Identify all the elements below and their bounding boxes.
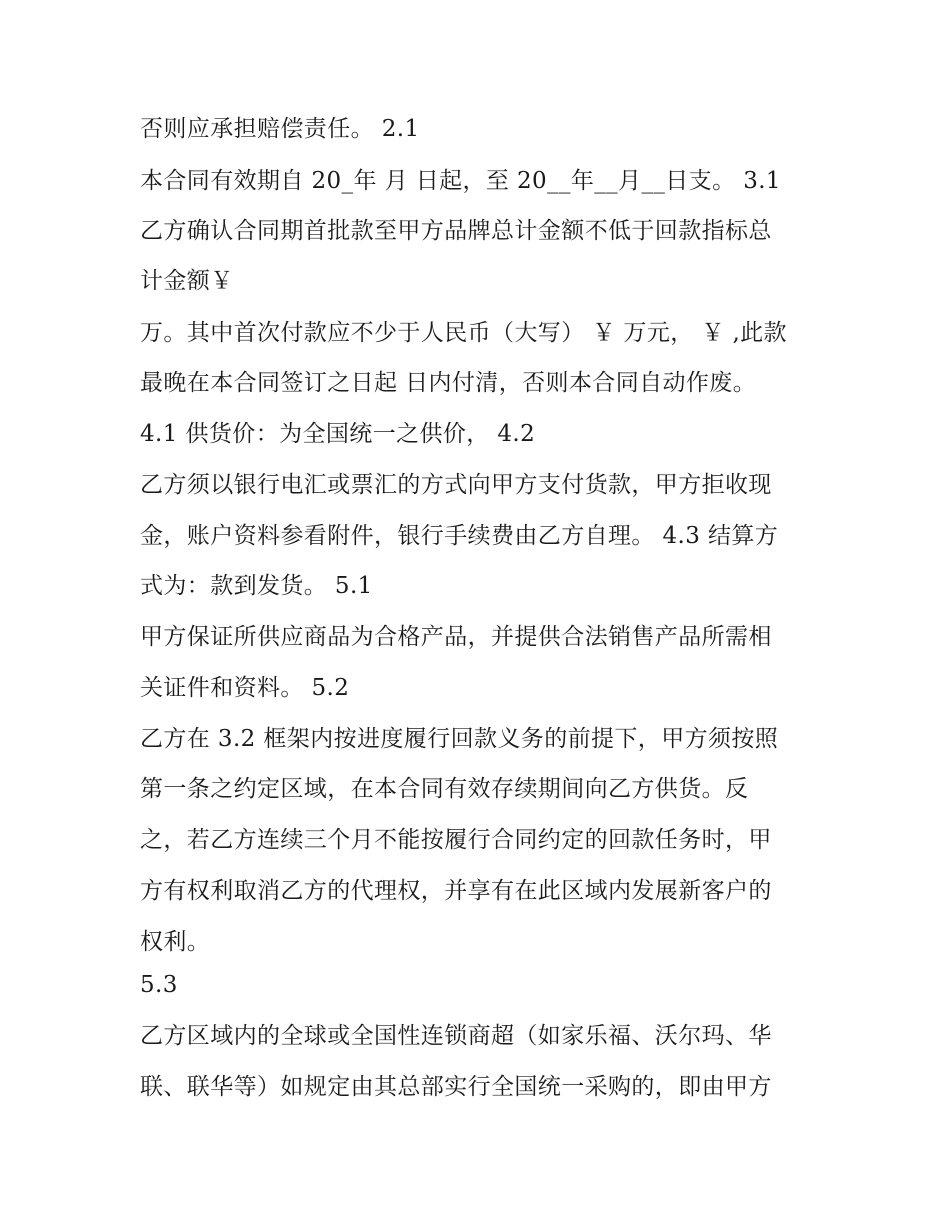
text-line: 甲方保证所供应商品为合格产品，并提供合法销售产品所需相 — [140, 624, 772, 650]
text-line: 金，账户资料参看附件，银行手续费由乙方自理。 4.3 结算方 — [140, 523, 779, 549]
text-line: 第一条之约定区域，在本合同有效存续期间向乙方供货。反 — [140, 776, 749, 802]
text-line: 式为：款到发货。 5.1 — [140, 573, 373, 599]
text-line: 否则应承担赔偿责任。 2.1 — [140, 116, 420, 142]
text-line: 最晚在本合同签订之日起 日内付清，否则本合同自动作废。 — [140, 370, 757, 396]
text-line: 乙方在 3.2 框架内按进度履行回款义务的前提下，甲方须按照 — [140, 726, 779, 752]
text-line: 关证件和资料。 5.2 — [140, 675, 350, 701]
text-line: 本合同有效期自 20_年 月 日起，至 20__年__月__日支。 3.1 — [140, 168, 781, 194]
text-line: 权利。 — [140, 929, 211, 955]
text-line: 乙方须以银行电汇或票汇的方式向甲方支付货款，甲方拒收现 — [140, 472, 772, 498]
text-line: 乙方确认合同期首批款至甲方品牌总计金额不低于回款指标总 — [140, 218, 772, 244]
text-line: 方有权利取消乙方的代理权，并享有在此区域内发展新客户的 — [140, 878, 772, 904]
text-line: 万。其中首次付款应不少于人民币（大写） ￥ 万元， ￥ ,此款 — [140, 320, 787, 346]
text-line: 5.3 — [140, 972, 178, 998]
text-line: 乙方区域内的全球或全国性连锁商超（如家乐福、沃尔玛、华 — [140, 1023, 772, 1049]
text-line: 之，若乙方连续三个月不能按履行合同约定的回款任务时，甲 — [140, 827, 772, 853]
text-line: 4.1 供货价：为全国统一之供价， 4.2 — [140, 421, 536, 447]
text-line: 联、联华等）如规定由其总部实行全国统一采购的，即由甲方 — [140, 1074, 772, 1100]
text-line: 计金额￥ — [140, 268, 234, 294]
